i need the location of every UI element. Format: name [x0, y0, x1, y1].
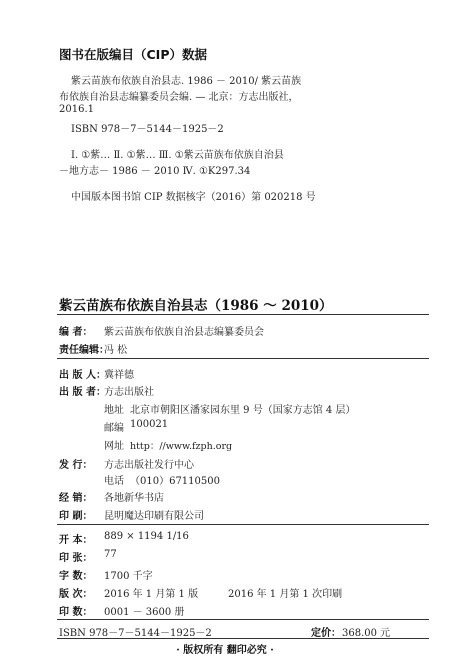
copies-label: 印 数： [59, 607, 93, 618]
publisher-person-label: 出 版 人： [59, 370, 106, 381]
cip-line-3: 2016.1 [59, 104, 94, 115]
sheets-value: 77 [104, 549, 117, 560]
phone-value: （010）67110500 [130, 476, 220, 487]
divider-isbn [57, 638, 429, 639]
edition-label: 版 次： [59, 589, 93, 600]
editor-value: 紫云苗族布依族自治县志编纂委员会 [104, 327, 264, 338]
cip-line-4: ISBN 978－7－5144－1925－2 [71, 124, 224, 135]
distribution-label: 发 行： [59, 460, 93, 471]
printer-value: 昆明魔达印刷有限公司 [104, 511, 204, 522]
cip-line-2: 布依族自治县志编纂委员会编. — 北京：方志出版社， [59, 92, 299, 103]
phone-label: 电话 [104, 476, 124, 487]
postcode-label: 邮编 [104, 423, 124, 434]
sales-value: 各地新华书店 [104, 493, 164, 504]
price-label: 定价： [311, 628, 341, 639]
address-label: 地址 [104, 405, 124, 416]
cip-line-5: Ⅰ. ①紫… Ⅱ. ①紫… Ⅲ. ①紫云苗族布依族自治县 [71, 150, 284, 161]
copies-value: 0001 － 3600 册 [104, 607, 185, 618]
publisher-value: 方志出版社 [104, 387, 154, 398]
postcode-value: 100021 [130, 419, 169, 430]
divider-credits [57, 358, 429, 359]
divider-specs [57, 619, 429, 620]
editor-label: 编 者： [59, 327, 93, 338]
address-value: 北京市朝阳区潘家园东里 9 号（国家方志馆 4 层） [130, 405, 356, 416]
cip-line-6: －地方志－ 1986 － 2010 Ⅳ. ①K297.34 [59, 166, 251, 177]
website-label: 网址 [104, 441, 124, 452]
resp-editor-value: 冯 松 [104, 345, 128, 356]
distribution-value: 方志出版社发行中心 [104, 460, 194, 471]
sheets-label: 印 张： [59, 553, 93, 564]
publisher-person-value: 冀祥德 [104, 370, 134, 381]
cip-line-7: 中国版本图书馆 CIP 数据核字（2016）第 020218 号 [71, 192, 316, 203]
cip-heading: 图书在版编目（CIP）数据 [59, 47, 207, 62]
divider-title [57, 314, 429, 315]
book-title: 紫云苗族布依族自治县志（1986 ～ 2010） [59, 298, 333, 314]
publisher-label: 出 版 者： [59, 387, 106, 398]
website-value: http：//www.fzph.org [130, 441, 233, 452]
price-value: 368.00 元 [342, 628, 391, 639]
cip-line-1: 紫云苗族布依族自治县志. 1986 － 2010/ 紫云苗族 [71, 76, 302, 87]
edition-value: 2016 年 1 月第 1 版 [104, 589, 199, 600]
print-label: 印 刷： [59, 511, 93, 522]
sales-label: 经 销： [59, 493, 93, 504]
format-label: 开 本： [59, 535, 93, 546]
words-value: 1700 千字 [104, 571, 153, 582]
divider-publishing [57, 524, 429, 525]
resp-editor-label: 责任编辑： [59, 345, 109, 356]
printing-value: 2016 年 1 月第 1 次印刷 [228, 589, 343, 600]
copyright-notice: · 版权所有 翻印必究 · [176, 645, 274, 656]
words-label: 字 数： [59, 571, 93, 582]
format-value: 889 × 1194 1/16 [104, 531, 189, 542]
isbn-bottom: ISBN 978－7－5144－1925－2 [59, 628, 212, 639]
